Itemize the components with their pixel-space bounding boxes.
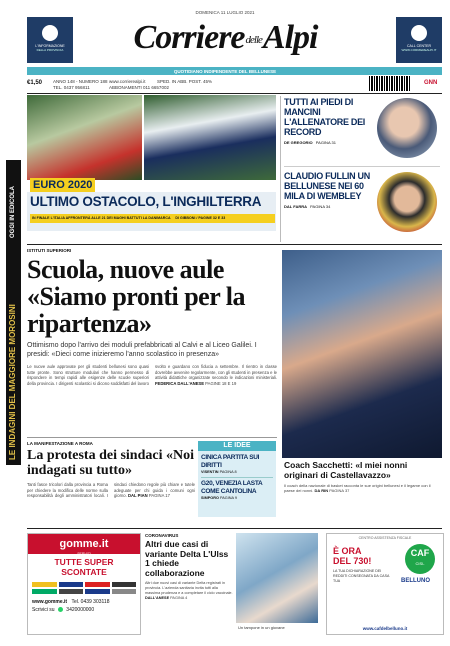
top-section-rule bbox=[27, 244, 442, 245]
euro-photo-right bbox=[144, 95, 276, 180]
idee-title: LE IDEE bbox=[198, 441, 276, 451]
virus-byline: DALL'ANESE bbox=[145, 596, 170, 600]
euro-sub-byline: DI GIBBONI / PAGINE 32 E 33 bbox=[175, 216, 226, 220]
gnn-logo: GNN bbox=[424, 80, 438, 86]
virus-body bbox=[145, 581, 233, 617]
caf-logo-sub: CISL bbox=[415, 561, 425, 566]
sindaci-page: PAGINA 17 bbox=[148, 493, 170, 499]
gomme-whatsapp: 3420000000 bbox=[66, 607, 95, 613]
price: €1,50 bbox=[27, 80, 43, 86]
right-ear-text: CALL CENTER bbox=[407, 44, 431, 48]
caf-city: BELLUNO bbox=[401, 578, 430, 584]
mancini-photo bbox=[377, 98, 437, 158]
title-word-corriere: Corriere bbox=[133, 19, 245, 56]
sindaci-body bbox=[27, 482, 195, 518]
sidebar-strip bbox=[6, 160, 21, 465]
sindaci-byline: DAL PIAN bbox=[127, 493, 148, 499]
col-divider bbox=[280, 96, 281, 242]
caf-head1: È ORA bbox=[333, 546, 362, 556]
sacchetti-story bbox=[284, 460, 442, 494]
brand-logo-icon bbox=[59, 589, 84, 594]
gomme-header bbox=[28, 534, 140, 554]
mancini-author: DE GREGORIO bbox=[284, 140, 313, 145]
right-col-rule bbox=[284, 166, 440, 167]
gomme-sub: SERVIZI bbox=[77, 552, 91, 556]
title-word-alpi: Alpi bbox=[262, 19, 318, 56]
sacchetti-page: PAGINA 37 bbox=[329, 488, 350, 494]
brand-logo-icon bbox=[59, 582, 84, 587]
bottom-section-rule bbox=[27, 528, 442, 529]
sindaci-headline: La protesta dei sindaci «Noi indagati su tutto» bbox=[27, 448, 194, 478]
brand-logo-icon bbox=[85, 582, 110, 587]
main-headline: Scuola, nuove aule «Siamo pronti per la ripartenza» bbox=[27, 255, 246, 338]
idee-divider bbox=[201, 477, 273, 478]
brand-logo-icon bbox=[32, 589, 57, 594]
barcode bbox=[369, 76, 411, 91]
virus-body-text: Altri due nuovi casi di variante Delta registrati in provincia. L'azienda sanitaria invita tutti alla massima prudenza e a completare il ciclo vaccinale. bbox=[145, 581, 233, 595]
main-kicker: ISTITUTI SUPERIORI bbox=[27, 248, 72, 253]
caf-line: LA TUA DICHIARAZIONE DEI REDDITI CONSEGNATA DA CASA TUA bbox=[333, 569, 390, 583]
idee-item1-author: VISENTIN bbox=[201, 470, 219, 474]
left-ear-subtext: DELLA PROVINCIA bbox=[36, 48, 64, 52]
masthead-date: DOMENICA 11 LUGLIO 2021 bbox=[195, 10, 255, 15]
virus-photo-caption: Un tampone in un giovane bbox=[238, 625, 285, 630]
sacchetti-caption: Coach Sacchetti: «I miei nonni originari di Castellavazzo» bbox=[284, 460, 408, 480]
gomme-title: TUTTE SUPER SCONTATE bbox=[54, 557, 114, 577]
virus-headline: Altri due casi di variante Delta L'Ulss 1 chiede collaborazione bbox=[145, 539, 229, 578]
caf-head2: DEL 730! bbox=[333, 556, 372, 566]
mancini-byline bbox=[284, 140, 372, 145]
info-subscriptions: ABBONAMENTI 011 6657002 bbox=[109, 85, 169, 90]
euro-tag: EURO 2020 bbox=[30, 178, 95, 192]
caf-logo bbox=[405, 544, 435, 574]
gomme-url[interactable]: www.gomme.it bbox=[32, 599, 68, 605]
masthead-info-row bbox=[27, 79, 442, 93]
brand-logo-icon bbox=[85, 589, 110, 594]
gomme-social: Scrivici su bbox=[32, 607, 55, 613]
gomme-social-row bbox=[28, 605, 140, 615]
fullin-author: DAL FARRA bbox=[284, 204, 308, 209]
mid-rule bbox=[27, 437, 277, 438]
virus-story bbox=[145, 533, 233, 617]
idee-item2-page: PAGINA 9 bbox=[220, 496, 238, 500]
main-summary: Ottimismo dopo l'arrivo dei moduli prefabbricati al Calvi e al Liceo Galilei. I presidi: «Dieci come inizieremo l'anno scolastico in presenza» bbox=[27, 342, 257, 358]
main-story bbox=[27, 248, 277, 398]
sidebar-text: LE INDAGINI DEL MAGGIORE MOROSINI bbox=[8, 304, 17, 460]
euro-sub: IN FINALE L'ITALIA AFFRONTERÀ ALLE 21 DEI MAGHI BATTUTI LA DANIMARCA bbox=[32, 216, 171, 220]
whatsapp-icon bbox=[58, 607, 63, 612]
idee-item1-headline: CINICA PARTITA SUI DIRITTI bbox=[201, 454, 260, 469]
caf-ad bbox=[326, 533, 444, 635]
idee-box bbox=[198, 441, 276, 517]
caf-logo-text: CAF bbox=[410, 548, 430, 558]
sacchetti-byline: DA RIN bbox=[314, 488, 329, 494]
sacchetti-photo bbox=[282, 250, 442, 458]
mancini-story bbox=[284, 97, 372, 145]
main-body-text: Le nuove aule approvate per gli studenti bellunesi sono quasi tutte pronte. Sono strutture modulari che hanno permesso di rispondere in tempi rapidi alle esigenze delle scuole superiori della provincia. I dirigenti scolastici si dicono soddisfatti del lavoro svolto e guardano con fiducia a settembre. Il rientro in classe dovrebbe avvenire regolarmente, con gli studenti in presenza e le attività didattiche organizzate secondo le indicazioni ministeriali. bbox=[27, 364, 277, 386]
right-ear bbox=[396, 17, 442, 63]
idee-item1-page: PAGINA 8 bbox=[219, 470, 237, 474]
sidebar-promo: OGGI IN EDICOLA bbox=[10, 185, 16, 238]
main-page: PAGINE 18 E 19 bbox=[205, 380, 237, 386]
virus-kicker: CORONAVIRUS bbox=[145, 533, 179, 538]
sindaci-story bbox=[27, 441, 195, 518]
euro-banner bbox=[27, 192, 276, 231]
idee-item2-byline bbox=[198, 495, 276, 501]
left-ear bbox=[27, 17, 73, 63]
brand-logo-icon bbox=[32, 582, 57, 587]
sacchetti-body-text: Il coach della nazionale di basket racconta le sue origini bellunesi e il legame con il paese dei nonni. bbox=[284, 483, 431, 494]
sacchetti-body bbox=[284, 483, 442, 494]
sindaci-body-text: Tanti fasce tricolori dalla provincia a Roma per chiedere la modifica delle norme sulla responsabilità degli amministratori locali. I sindaci chiedono regole più chiare e tutele adeguate per chi guida i comuni ogni giorno. bbox=[27, 482, 195, 499]
right-ear-subtext: WWW.CORRIEREALPI.IT bbox=[401, 48, 437, 52]
main-body bbox=[27, 364, 277, 398]
brand-logo-icon bbox=[112, 582, 137, 587]
gomme-phone: Tel. 0439 303118 bbox=[71, 599, 110, 605]
fullin-photo bbox=[377, 172, 437, 232]
idee-item2-author: SIMPORO bbox=[201, 496, 219, 500]
fullin-page: PAGINA 34 bbox=[310, 204, 331, 209]
idee-item2-headline: G20, VENEZIA LASTA COME CANTOLINA bbox=[201, 480, 263, 495]
euro-subline bbox=[30, 214, 275, 223]
info-issue: ANNO 148 - NUMERO 188 bbox=[53, 79, 108, 84]
info-website: www.corrierealpi.it bbox=[109, 79, 146, 84]
mancini-page: PAGINA 31 bbox=[315, 140, 336, 145]
gomme-brand-logos bbox=[28, 580, 140, 596]
left-ear-text: L'INFORMAZIONE bbox=[35, 44, 65, 48]
ear-logo-icon bbox=[42, 25, 58, 41]
info-phone: TEL. 0437 956811 bbox=[53, 85, 90, 90]
info-postal: SPED. IN ABB. POST. 45% bbox=[157, 79, 213, 84]
fullin-byline bbox=[284, 204, 376, 209]
virus-photo bbox=[236, 533, 318, 623]
gomme-brand: gomme.it bbox=[59, 538, 109, 550]
brand-logo-icon bbox=[112, 589, 137, 594]
euro-photo-left bbox=[27, 95, 142, 180]
title-word-delle: delle bbox=[245, 34, 262, 47]
idee-item1-byline bbox=[198, 469, 276, 475]
euro-headline: ULTIMO OSTACOLO, L'INGHILTERRA bbox=[30, 194, 262, 209]
masthead-tagline: QUOTIDIANO INDIPENDENTE DEL BELLUNESE bbox=[173, 68, 277, 74]
masthead-title bbox=[118, 18, 333, 60]
sindaci-kicker: LA MANIFESTAZIONE A ROMA bbox=[27, 441, 93, 446]
gomme-ad bbox=[27, 533, 141, 635]
fullin-headline: CLAUDIO FULLIN UN BELLUNESE NEI 60 MILA DI WEMBLEY bbox=[284, 171, 370, 201]
caf-top: CENTRO ASSISTENZA FISCALE bbox=[358, 536, 412, 540]
gomme-contacts bbox=[28, 596, 140, 605]
fullin-story bbox=[284, 171, 376, 209]
ear-logo-icon bbox=[411, 25, 427, 41]
mancini-headline: TUTTI AI PIEDI DI MANCINI L'ALLENATORE DEI RECORD bbox=[284, 97, 366, 137]
main-byline: FEDERICA DALL'ANESE bbox=[155, 380, 204, 386]
caf-url[interactable]: www.cafdelbelluno.it bbox=[362, 626, 408, 631]
masthead-rule bbox=[27, 93, 442, 94]
virus-page: PAGINA 4 bbox=[170, 596, 188, 600]
